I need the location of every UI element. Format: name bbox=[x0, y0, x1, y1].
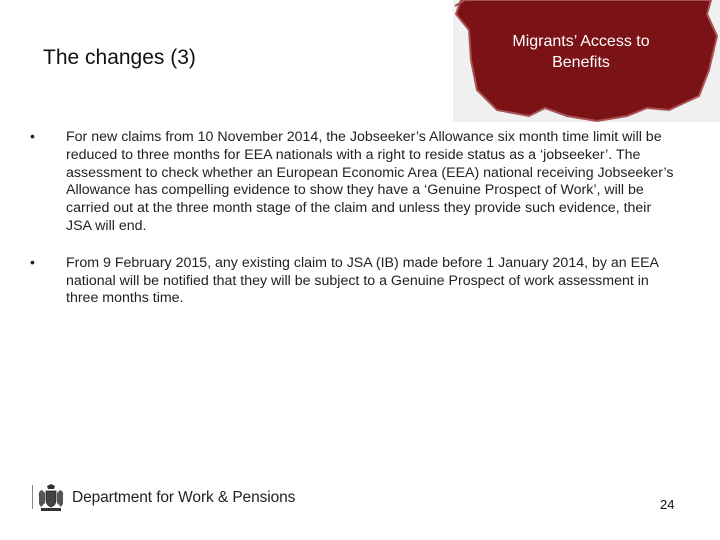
slide-title: The changes (3) bbox=[43, 46, 196, 69]
bullet-icon: • bbox=[30, 129, 35, 145]
list-item bbox=[30, 255, 680, 308]
gear-badge bbox=[449, 0, 720, 122]
bullet-text: For new claims from 10 November 2014, the Jobseeker’s Allowance six month time limit will be reduced to three months for EEA nationals with a right to reside status as a ‘jobseeker’. The assessment to check whether an European Economic Area (EEA) national receiving Jobseeker’s Allowance has compelling evidence to show they have a ‘Genuine Prospect of Work’, will be carried out at the three month stage of the claim and unless they provide such evidence, their JSA will end. bbox=[66, 129, 674, 234]
bullet-list bbox=[30, 129, 680, 308]
page-number: 24 bbox=[660, 497, 675, 512]
bullet-text: From 9 February 2015, any existing claim to JSA (IB) made before 1 January 2014, by an EEA national will be notified that they will be subject to a Genuine Prospect of work assessment in three months time. bbox=[66, 254, 659, 307]
list-item bbox=[30, 129, 680, 236]
bullet-icon: • bbox=[30, 254, 35, 271]
badge-text: Migrants’ Access to Benefits bbox=[512, 33, 650, 71]
footer-divider bbox=[32, 485, 33, 509]
royal-coat-of-arms-icon bbox=[36, 484, 66, 512]
department-name: Department for Work & Pensions bbox=[72, 489, 296, 506]
